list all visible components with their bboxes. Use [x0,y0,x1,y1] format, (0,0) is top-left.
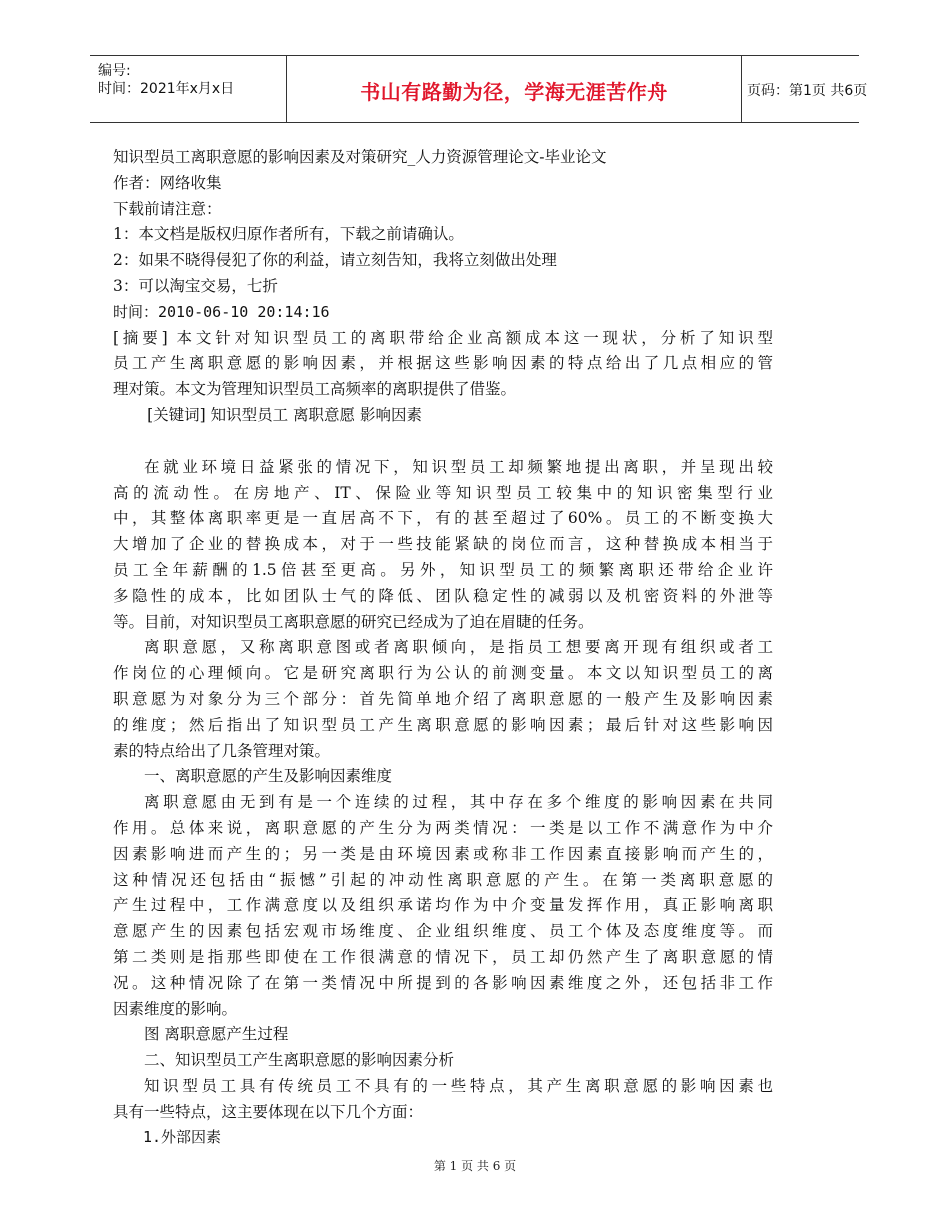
paragraph-line: 素的特点给出了几条管理对策。 [113,741,331,760]
notice-heading: 下载前请注意： [113,199,222,218]
document-body [113,145,773,1151]
paragraph-line: 大增加了企业的替换成本，对于一些技能紧缺的岗位而言，这种替换成本相当于 [113,535,773,554]
paragraph-line: 离职意愿，又称离职意图或者离职倾向，是指员工想要离开现有组织或者工 [144,638,773,657]
subsection-heading: 1.外部因素 [143,1128,222,1147]
abstract-line: [摘要] 本文针对知识型员工的离职带给企业高额成本这一现状，分析了知识型 [113,328,773,347]
paragraph-line: 意愿产生的因素包括宏观市场维度、企业组织维度、员工个体及态度维度等。而 [113,922,773,941]
motto: 书山有路勤为径，学海无涯苦作舟 [360,80,668,104]
paragraph-line: 高的流动性。在房地产、IT、保险业等知识型员工较集中的知识密集型行业 [113,483,773,502]
paragraph-line: 在就业环境日益紧张的情况下，知识型员工却频繁地提出离职，并呈现出较 [144,457,773,476]
document-title: 知识型员工离职意愿的影响因素及对策研究_人力资源管理论文-毕业论文 [113,148,607,166]
paragraph-line: 产生过程中，工作满意度以及组织承诺均作为中介变量发挥作用，真正影响离职 [113,896,773,915]
paragraph-line: 员工全年薪酬的1.5倍甚至更高。另外，知识型员工的频繁离职还带给企业许 [113,560,773,579]
abstract-line: 员工产生离职意愿的影响因素，并根据这些影响因素的特点给出了几点相应的管 [113,354,773,373]
paragraph-line: 这种情况还包括由“振憾”引起的冲动性离职意愿的产生。在第一类离职意愿的 [113,870,773,889]
paragraph-line: 作岗位的心理倾向。它是研究离职行为公认的前测变量。本文以知识型员工的离 [113,664,773,683]
paragraph-line: 作用。总体来说，离职意愿的产生分为两类情况：一类是以工作不满意作为中介 [113,818,773,837]
abstract-line: 理对策。本文为管理知识型员工高频率的离职提供了借鉴。 [113,380,517,399]
paragraph-line: 具有一些特点，这主要体现在以下几个方面： [113,1102,424,1121]
section-heading: 一、离职意愿的产生及影响因素维度 [144,767,393,786]
notice-item-2: 2：如果不晓得侵犯了你的利益，请立刻告知，我将立刻做出处理 [113,251,557,270]
paragraph-line: 多隐性的成本，比如团队士气的降低、团队稳定性的减弱以及机密资料的外泄等 [113,586,773,605]
header-motto-cell [286,56,742,122]
paragraph-line: 中，其整体离职率更是一直居高不下，有的甚至超过了60%。员工的不断变换大 [113,509,773,528]
paragraph-line: 职意愿为对象分为三个部分：首先简单地介绍了离职意愿的一般产生及影响因素 [113,689,773,708]
paragraph-line: 第二类则是指那些即使在工作很满意的情况下，员工却仍然产生了离职意愿的情 [113,947,773,966]
section-heading: 二、知识型员工产生离职意愿的影响因素分析 [144,1051,455,1070]
notice-item-3: 3：可以淘宝交易，七折 [113,276,278,295]
page-footer: 第 1 页 共 6 页 [433,1159,517,1173]
header-page-cell [741,56,868,122]
paragraph-line: 因素影响进而产生的；另一类是由环境因素或称非工作因素直接影响而产生的， [113,844,773,863]
time-label: 时间：2021年x月x日 [98,81,235,97]
time-line: 时间：2010-06-10 20:14:16 [113,302,330,321]
number-label: 编号: [98,63,131,79]
paragraph-line: 况。这种情况除了在第一类情况中所提到的各影响因素维度之外，还包括非工作 [113,973,773,992]
author-line: 作者：网络收集 [113,173,222,192]
notice-item-1: 1：本文档是版权归原作者所有，下载之前请确认。 [113,225,464,244]
paragraph-line: 的维度；然后指出了知识型员工产生离职意愿的影响因素；最后针对这些影响因 [113,715,773,734]
document-header [90,55,868,123]
paragraph-line: 因素维度的影响。 [113,999,238,1018]
paragraph-line: 离职意愿由无到有是一个连续的过程，其中存在多个维度的影响因素在共同 [144,793,773,812]
paragraph-line: 等。目前，对知识型员工离职意愿的研究已经成为了迫在眉睫的任务。 [113,612,594,631]
page-info: 页码：第1页 共6页 [747,83,868,99]
figure-caption: 图 离职意愿产生过程 [144,1025,289,1044]
keywords-line: [关键词] 知识型员工 离职意愿 影响因素 [147,405,422,424]
paragraph-line: 知识型员工具有传统员工不具有的一些特点，其产生离职意愿的影响因素也 [144,1076,773,1095]
header-meta-cell [90,56,286,122]
